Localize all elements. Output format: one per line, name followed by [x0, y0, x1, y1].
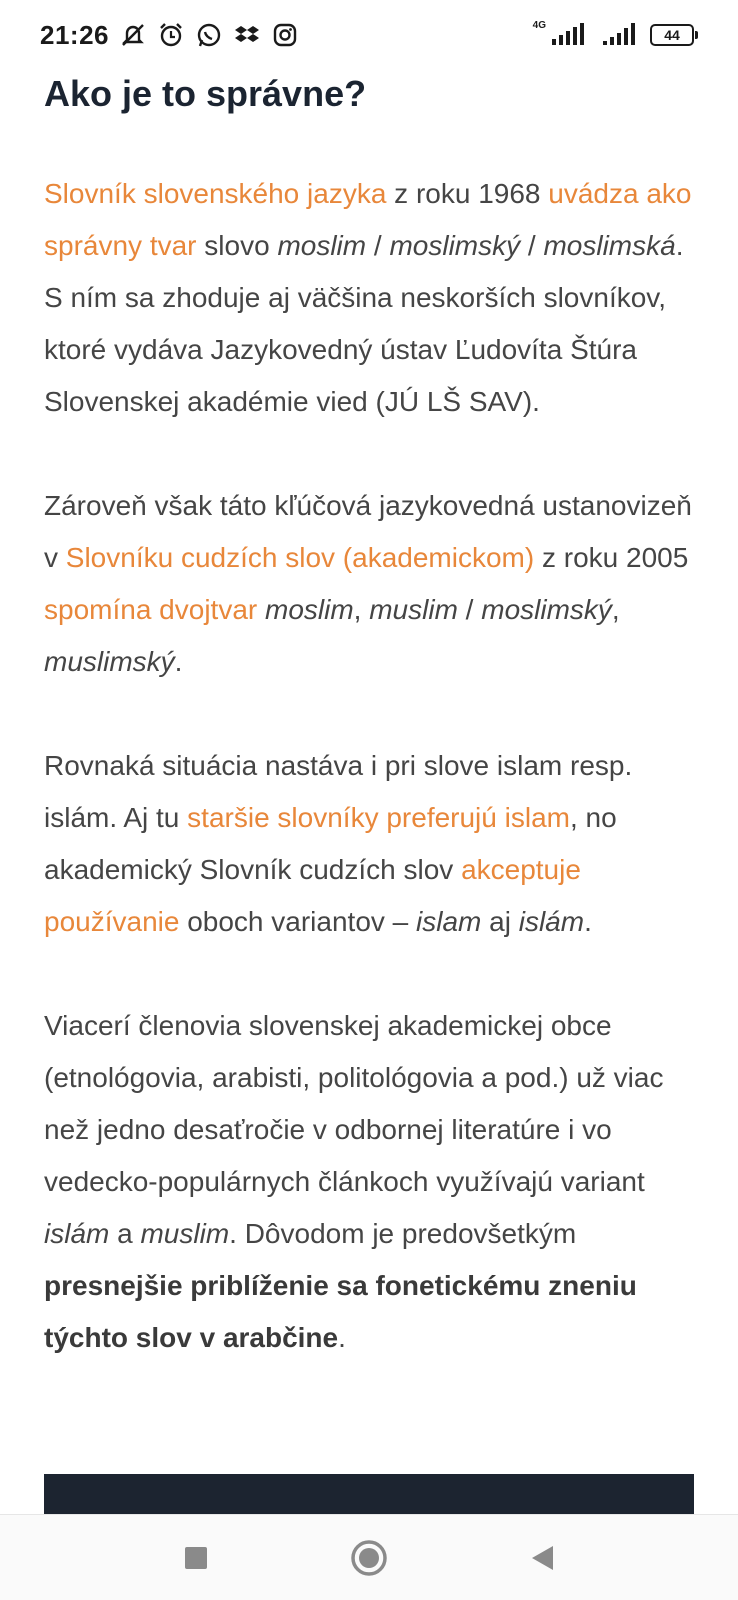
- italic-term: moslim: [265, 594, 354, 625]
- signal-icon-sim1: [550, 23, 590, 47]
- mute-notifications-icon: [119, 21, 147, 49]
- link-akceptuje-pouzivanie[interactable]: akceptuje používanie: [44, 854, 581, 937]
- text: .: [584, 906, 592, 937]
- instagram-icon: [271, 21, 299, 49]
- text: Viacerí členovia slovenskej akademickej obce (etnológovia, arabisti, politológovia a pod.) už viac než jedno desaťročie v odbornej literatúre i vo vedecko-populárnych článkoch využívajú variant: [44, 1010, 664, 1197]
- status-left: [40, 20, 299, 51]
- text: . Dôvodom je predovšetkým: [229, 1218, 577, 1249]
- text: /: [366, 230, 390, 261]
- battery-icon: [650, 24, 694, 46]
- dropbox-icon: [233, 21, 261, 49]
- link-slovnik-cudzich-slov[interactable]: Slovníku cudzích slov (akademickom): [65, 542, 535, 573]
- system-navigation-bar: [0, 1514, 738, 1600]
- status-time: 21:26: [40, 19, 109, 50]
- link-starsie-slovniky[interactable]: staršie slovníky preferujú islam: [187, 802, 570, 833]
- italic-term: islam: [416, 906, 482, 937]
- italic-term: moslimská: [543, 230, 676, 261]
- text: z roku 1968: [386, 178, 549, 209]
- paragraph-4: [44, 1000, 704, 1364]
- text: Rovnaká situácia nastáva i pri slove islam resp. islám. Aj tu: [44, 750, 633, 833]
- text: a: [109, 1218, 141, 1249]
- alarm-icon: [157, 21, 185, 49]
- signal-icon-sim2: [602, 23, 638, 47]
- text: /: [457, 594, 482, 625]
- home-button[interactable]: [347, 1536, 391, 1580]
- recents-button[interactable]: [174, 1536, 218, 1580]
- paragraph-2: [44, 480, 704, 688]
- italic-term: muslim: [140, 1218, 230, 1249]
- text: .: [174, 646, 183, 677]
- italic-term: islám: [518, 906, 585, 937]
- dark-content-block: [44, 1474, 694, 1514]
- text: slovo: [196, 230, 278, 261]
- paragraph-1: [44, 168, 704, 428]
- back-button[interactable]: [520, 1536, 564, 1580]
- link-spomina-dvojtvar[interactable]: spomína dvojtvar: [44, 594, 258, 625]
- home-circle-icon: [350, 1539, 388, 1577]
- battery-level: 44: [664, 27, 680, 43]
- text: ,: [353, 594, 370, 625]
- text: . S ním sa zhoduje aj väčšina neskorších slovníkov, ktoré vydáva Jazykovedný ústav Ľudovíta Štúra Slovenskej akadémie vied (JÚ LŠ SAV).: [44, 230, 684, 417]
- bold-emphasis: presnejšie priblíženie sa fonetickému zneniu týchto slov v arabčine: [44, 1270, 637, 1353]
- italic-term: moslim: [277, 230, 367, 261]
- recents-square-icon: [183, 1545, 209, 1571]
- italic-term: moslimský: [389, 230, 521, 261]
- text: oboch variantov –: [179, 906, 417, 937]
- article-content: [44, 66, 704, 1364]
- italic-term: moslimský: [481, 594, 612, 625]
- back-triangle-icon: [529, 1544, 555, 1572]
- text: /: [520, 230, 544, 261]
- status-right: [532, 19, 694, 47]
- text: z roku 2005: [534, 542, 689, 573]
- text: ,: [611, 594, 620, 625]
- italic-term: muslimský: [44, 646, 175, 677]
- italic-term: muslim: [369, 594, 458, 625]
- link-uvadza-ako-spravny-tvar[interactable]: uvádza ako správny tvar: [44, 178, 692, 261]
- network-type-label: 4G: [532, 19, 546, 31]
- italic-term: islám: [44, 1218, 110, 1249]
- text: [257, 594, 265, 625]
- paragraph-3: [44, 740, 704, 948]
- status-bar: [0, 0, 738, 70]
- text: aj: [481, 906, 519, 937]
- text: Zároveň však táto kľúčová jazykovedná ustanovizeň v: [44, 490, 692, 573]
- text: .: [338, 1322, 346, 1353]
- whatsapp-icon: [195, 21, 223, 49]
- text: , no akademický Slovník cudzích slov: [44, 802, 617, 885]
- section-heading: Ako je to správne?: [44, 73, 367, 114]
- link-slovnik-slovenskeho-jazyka[interactable]: Slovník slovenského jazyka: [44, 178, 387, 209]
